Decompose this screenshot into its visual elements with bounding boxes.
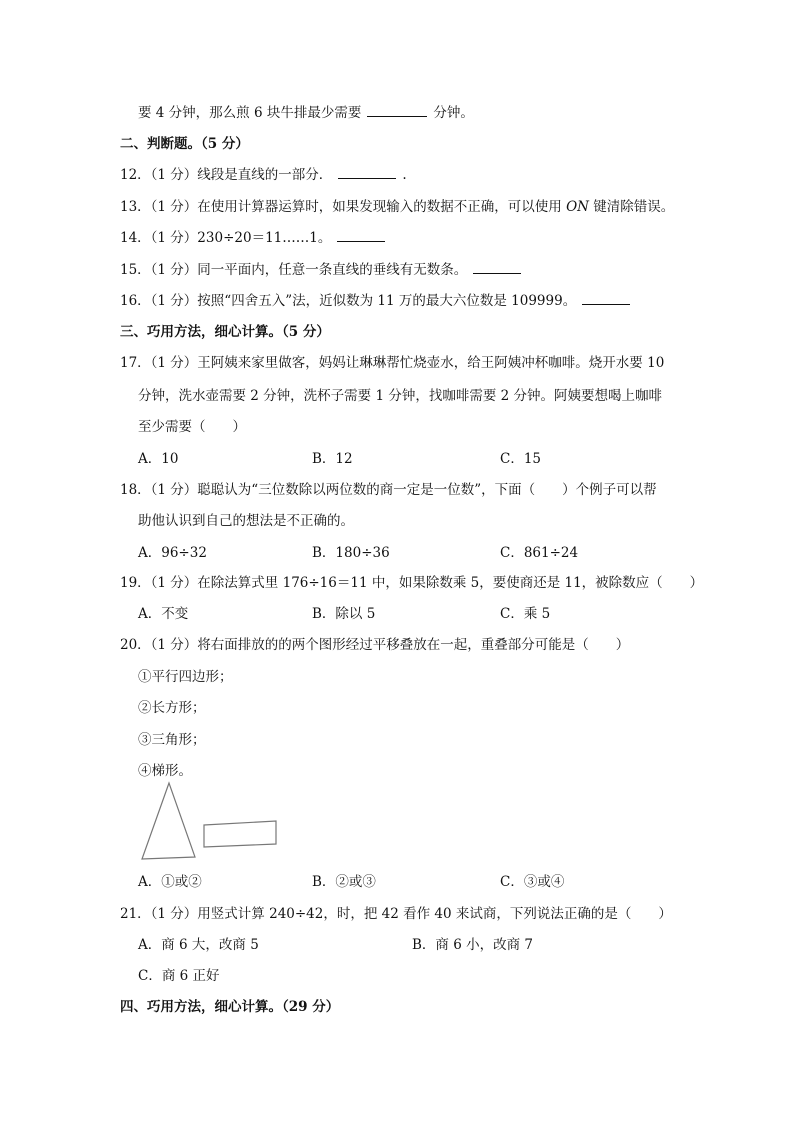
q14-answer-blank[interactable] bbox=[337, 229, 385, 242]
q20-item-3: ③三角形； bbox=[138, 732, 206, 748]
q17-option-a[interactable]: A．10 bbox=[138, 451, 179, 467]
q20-option-c[interactable]: C．③或④ bbox=[500, 874, 565, 890]
section-4-heading: 四、巧用方法，细心计算。（29 分） bbox=[120, 999, 340, 1015]
q20-option-a[interactable]: A．①或② bbox=[138, 874, 202, 890]
q12-period: . bbox=[402, 167, 407, 183]
q21-option-b[interactable]: B．商 6 小，改商 7 bbox=[412, 937, 533, 953]
q16-text: 16．（1 分）按照“四舍五入”法，近似数为 11 万的最大六位数是 109999。 bbox=[120, 293, 577, 309]
question-12 bbox=[120, 166, 407, 184]
q11-unit: 分钟。 bbox=[433, 105, 474, 121]
q19-option-c[interactable]: C．乘 5 bbox=[500, 606, 551, 622]
rectangle-shape bbox=[204, 821, 276, 847]
q13-text: 13．（1 分）在使用计算器运算时，如果发现输入的数据不正确，可以使用 bbox=[120, 199, 562, 215]
q18-option-b[interactable]: B．180÷36 bbox=[312, 545, 390, 561]
q17-option-c[interactable]: C．15 bbox=[500, 451, 542, 467]
q18-option-a[interactable]: A．96÷32 bbox=[138, 545, 207, 561]
q21-option-c[interactable]: C．商 6 正好 bbox=[138, 968, 220, 984]
q21-option-a[interactable]: A．商 6 大，改商 5 bbox=[138, 937, 259, 953]
q15-answer-blank[interactable] bbox=[473, 261, 521, 274]
q20-item-4: ④梯形。 bbox=[138, 763, 192, 779]
q11-answer-blank[interactable] bbox=[367, 104, 427, 117]
q20-option-b[interactable]: B．②或③ bbox=[312, 874, 376, 890]
q12-answer-blank[interactable] bbox=[338, 166, 396, 179]
q17-line-3: 至少需要（ ） bbox=[138, 419, 246, 435]
q20-line-1: 20．（1 分）将右面排放的的两个图形经过平移叠放在一起，重叠部分可能是（ ） bbox=[120, 637, 630, 653]
section-3-heading: 三、巧用方法，细心计算。（5 分） bbox=[120, 324, 330, 340]
q18-line-2: 助他认识到自己的想法是不正确的。 bbox=[138, 513, 354, 529]
section-2-heading: 二、判断题。（5 分） bbox=[120, 136, 249, 152]
q16-answer-blank[interactable] bbox=[582, 292, 630, 305]
question-13 bbox=[120, 198, 674, 216]
q19-line-1: 19．（1 分）在除法算式里 176÷16＝11 中，如果除数乘 5，要使商还是 11，被除数应（ ） bbox=[120, 575, 704, 591]
question-14 bbox=[120, 229, 391, 247]
q14-text: 14．（1 分）230÷20＝11……1。 bbox=[120, 230, 332, 246]
q20-figure bbox=[138, 780, 283, 862]
q13-text-end: 键清除错误。 bbox=[593, 199, 675, 215]
q11-tail bbox=[138, 104, 474, 122]
q19-option-b[interactable]: B．除以 5 bbox=[312, 606, 376, 622]
q18-line-1: 18．（1 分）聪聪认为“三位数除以两位数的商一定是一位数”，下面（ ）个例子可以帮 bbox=[120, 482, 657, 498]
q20-item-2: ②长方形； bbox=[138, 700, 206, 716]
q11-text: 要 4 分钟，那么煎 6 块牛排最少需要 bbox=[138, 105, 362, 121]
q13-key-label: ON bbox=[566, 199, 589, 215]
q17-line-1: 17．（1 分）王阿姨来家里做客，妈妈让琳琳帮忙烧壶水，给王阿姨冲杯咖啡。烧开水要 10 bbox=[120, 355, 665, 371]
q15-text: 15．（1 分）同一平面内，任意一条直线的垂线有无数条。 bbox=[120, 262, 468, 278]
q21-line-1: 21．（1 分）用竖式计算 240÷42，时，把 42 看作 40 来试商，下列说法正确的是（ ） bbox=[120, 906, 672, 922]
q20-item-1: ①平行四边形； bbox=[138, 669, 233, 685]
question-15 bbox=[120, 261, 527, 279]
q12-text: 12．（1 分）线段是直线的一部分． bbox=[120, 167, 333, 183]
question-16 bbox=[120, 292, 636, 310]
q17-option-b[interactable]: B．12 bbox=[312, 451, 353, 467]
q17-line-2: 分钟，洗水壶需要 2 分钟，洗杯子需要 1 分钟，找咖啡需要 2 分钟。阿姨要想喝上咖啡 bbox=[138, 388, 663, 404]
triangle-shape bbox=[142, 783, 195, 859]
q18-option-c[interactable]: C．861÷24 bbox=[500, 545, 579, 561]
q19-option-a[interactable]: A．不变 bbox=[138, 606, 189, 622]
